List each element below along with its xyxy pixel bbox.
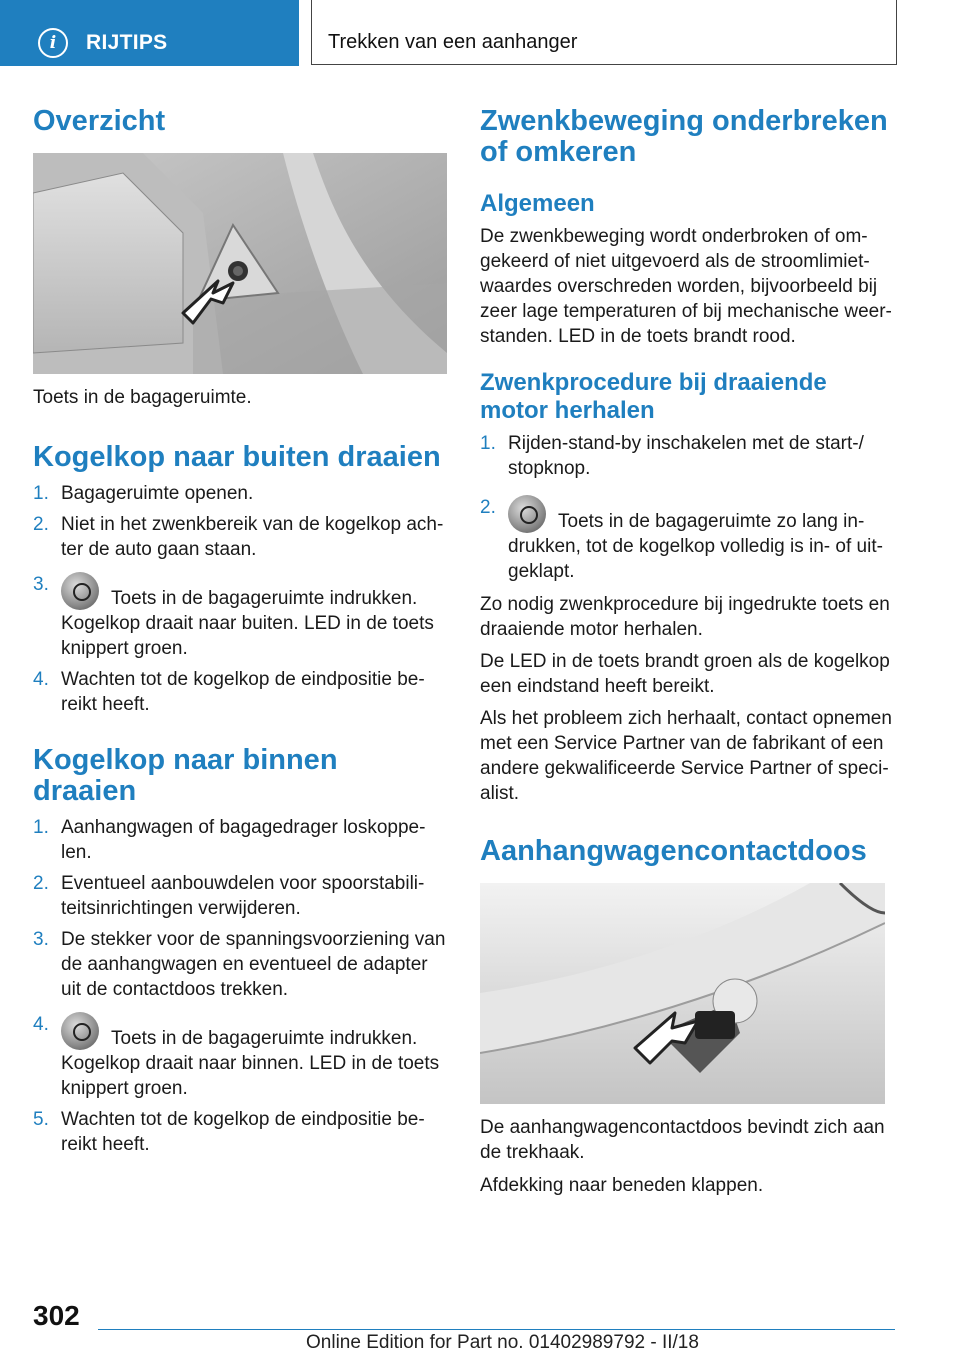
general-text: De zwenkbeweging wordt onderbroken of om-gekeerd of niet uitgevoerd als de stroomlimiet-waardes overschreden worden, bijvoorbeeld bij zeer lage temperaturen of bij mechanische weer-standen. LED in de toets brandt rood. — [480, 226, 892, 347]
list-item: 2. Niet in het zwenkbereik van de kogelkop ach-ter de auto gaan staan. — [33, 514, 444, 560]
chapter-title: Trekken van een aanhanger — [328, 31, 578, 53]
list-item: 3. Toets in de bagageruimte indrukken. Kogelkop draait naar buiten. LED in de toets knippert groen. — [33, 574, 434, 659]
general-heading: Algemeen — [480, 190, 595, 217]
socket-heading: Aanhangwagencontactdoos — [480, 835, 867, 867]
interrupt-heading: Zwenkbeweging onderbreken of omkeren — [480, 105, 888, 168]
repeat-heading: Zwenkprocedure bij draaiende motor herhalen — [480, 369, 827, 424]
left-column — [33, 100, 447, 1157]
repeat-steps — [480, 431, 896, 584]
list-item: 1. Aanhangwagen of bagagedrager loskoppe-len. — [33, 817, 426, 863]
trailer-hitch-button-icon — [61, 572, 99, 610]
page-number: 302 — [33, 1300, 80, 1331]
overview-caption: Toets in de bagageruimte. — [33, 387, 252, 408]
right-column — [480, 100, 896, 1198]
list-item: 4. Wachten tot de kogelkop de eindpositie be-reikt heeft. — [33, 669, 425, 715]
list-item: 4. Toets in de bagageruimte indrukken. Kogelkop draait naar binnen. LED in de toets knippert groen. — [33, 1014, 440, 1099]
footer-edition: Online Edition for Part no. 01402989792 - II/18 — [306, 1332, 699, 1353]
swing-out-steps — [33, 481, 447, 717]
list-item: 5. Wachten tot de kogelkop de eindpositie be-reikt heeft. — [33, 1109, 425, 1155]
info-icon: i — [38, 28, 68, 58]
list-item: 3. De stekker voor de spanningsvoorziening van de aanhangwagen en eventueel de adapter uit de contactdoos trekken. — [33, 929, 446, 1000]
list-item: 2. Toets in de bagageruimte zo lang in-drukken, tot de kogelkop volledig is in- of uit-geklapt. — [480, 497, 883, 582]
socket-caption: Afdekking naar beneden klappen. — [480, 1175, 764, 1196]
socket-caption: De aanhangwagencontactdoos bevindt zich aan de trekhaak. — [480, 1117, 885, 1163]
swing-in-heading: Kogelkop naar binnen draaien — [33, 744, 338, 807]
header-section-tab — [0, 0, 299, 66]
list-item: 2. Eventueel aanbouwdelen voor spoorstabili-teitsinrichtingen verwijderen. — [33, 873, 425, 919]
trunk-button-image — [33, 153, 447, 374]
trailer-hitch-button-icon — [508, 495, 546, 533]
swing-in-steps — [33, 815, 447, 1157]
list-item: 1. Bagageruimte openen. — [33, 483, 254, 504]
paragraph: Als het probleem zich herhaalt, contact opnemen met een Service Partner van de fabrikant of een andere gekwalificeerde Service Partner of speci-alist. — [480, 708, 892, 804]
list-item: 1. Rijden-stand-by inschakelen met de start-/ stopknop. — [480, 433, 864, 479]
swing-out-heading: Kogelkop naar buiten draaien — [33, 441, 441, 473]
trailer-socket-image — [480, 883, 885, 1104]
paragraph: Zo nodig zwenkprocedure bij ingedrukte toets en draaiende motor herhalen. — [480, 594, 890, 640]
paragraph: De LED in de toets brandt groen als de kogelkop een eindstand heeft bereikt. — [480, 651, 890, 697]
footer-divider — [98, 1329, 895, 1330]
trailer-hitch-button-icon — [61, 1012, 99, 1050]
section-label: RIJTIPS — [86, 31, 168, 54]
header-title-box — [311, 0, 897, 65]
overview-heading: Overzicht — [33, 105, 166, 137]
